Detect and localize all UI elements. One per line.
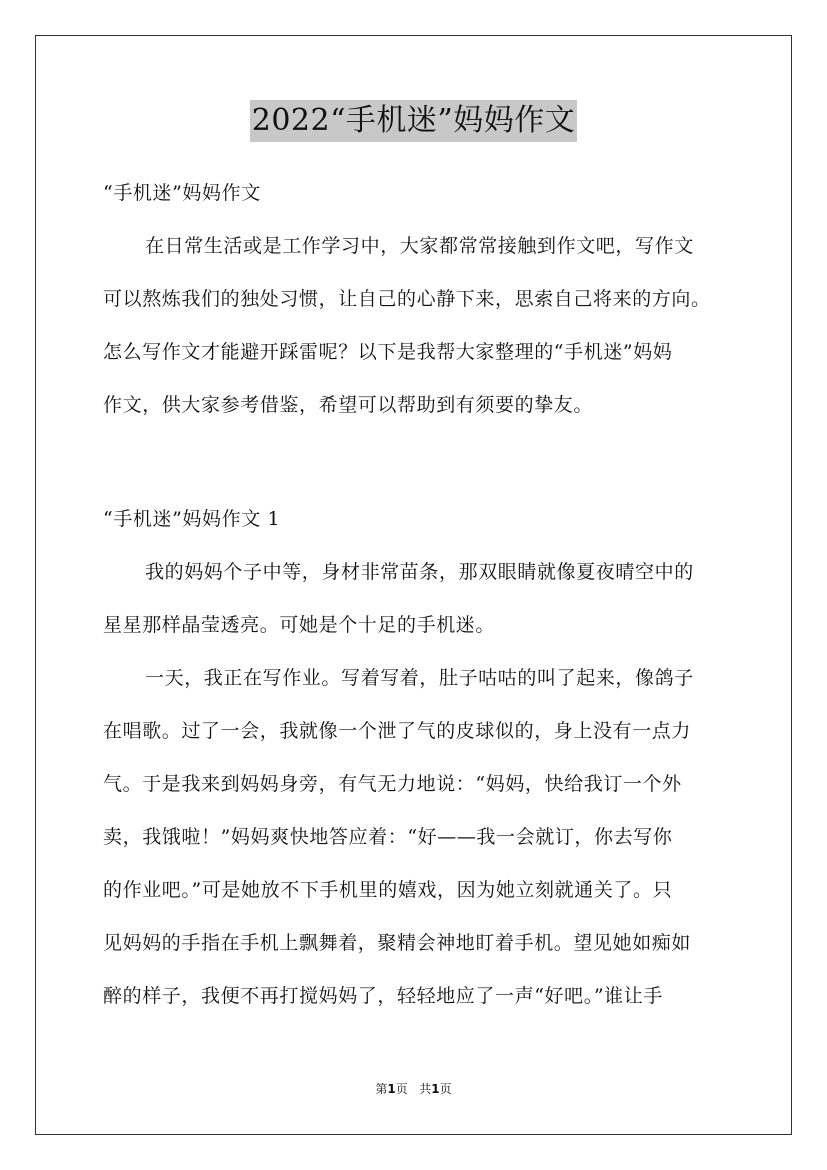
paragraph-spacer [103, 440, 727, 501]
paragraph-line: 见妈妈的手指在手机上飘舞着，聚精会神地盯着手机。望见她如痴如 [103, 932, 692, 954]
paragraph-line: 星星那样晶莹透亮。可她是个十足的手机迷。 [103, 614, 496, 636]
paragraph-line: 的作业吧。”可是她放不下手机里的嬉戏，因为她立刻就通关了。只 [103, 879, 673, 901]
intro-line: 作文，供大家参考借鉴，希望可以帮助到有须要的挚友。 [103, 394, 594, 416]
paragraph-line: 我的妈妈个子中等，身材非常苗条，那双眼睛就像夏夜晴空中的 [145, 561, 694, 583]
page-prefix: 第 [375, 1082, 388, 1096]
intro-line: 在日常生活或是工作学习中，大家都常常接触到作文吧，写作文 [145, 235, 694, 257]
paragraph-line: 卖，我饿啦！”妈妈爽快地答应着：“好——我一会就订，你去写你 [103, 826, 673, 848]
paragraph-line: 一天，我正在写作业。写着写着，肚子咕咕的叫了起来，像鸽子 [145, 667, 694, 689]
total-prefix: 共 [419, 1082, 432, 1096]
page-suffix: 页 [395, 1082, 408, 1096]
page-number: 1 [387, 1082, 396, 1096]
title-container [0, 100, 827, 142]
total-suffix: 页 [439, 1082, 452, 1096]
page-footer [0, 1080, 827, 1097]
intro-line: 可以熬炼我们的独处习惯，让自己的心静下来，思索自己将来的方向。 [103, 288, 711, 310]
total-pages: 1 [431, 1082, 440, 1096]
document-body [103, 175, 727, 1031]
section-heading: “手机迷”妈妈作文 1 [103, 508, 281, 530]
intro-line: 怎么写作文才能避开踩雷呢？以下是我帮大家整理的“手机迷”妈妈 [103, 341, 673, 363]
document-title: 2022“手机迷”妈妈作文 [250, 100, 578, 142]
subtitle: “手机迷”妈妈作文 [103, 182, 261, 204]
paragraph-line: 在唱歌。过了一会，我就像一个泄了气的皮球似的，身上没有一点力 [103, 720, 692, 742]
paragraph-line: 气。于是我来到妈妈身旁，有气无力地说：“妈妈，快给我订一个外 [103, 773, 682, 795]
paragraph-line: 醉的样子，我便不再打搅妈妈了，轻轻地应了一声“好吧。”谁让手 [103, 985, 663, 1007]
